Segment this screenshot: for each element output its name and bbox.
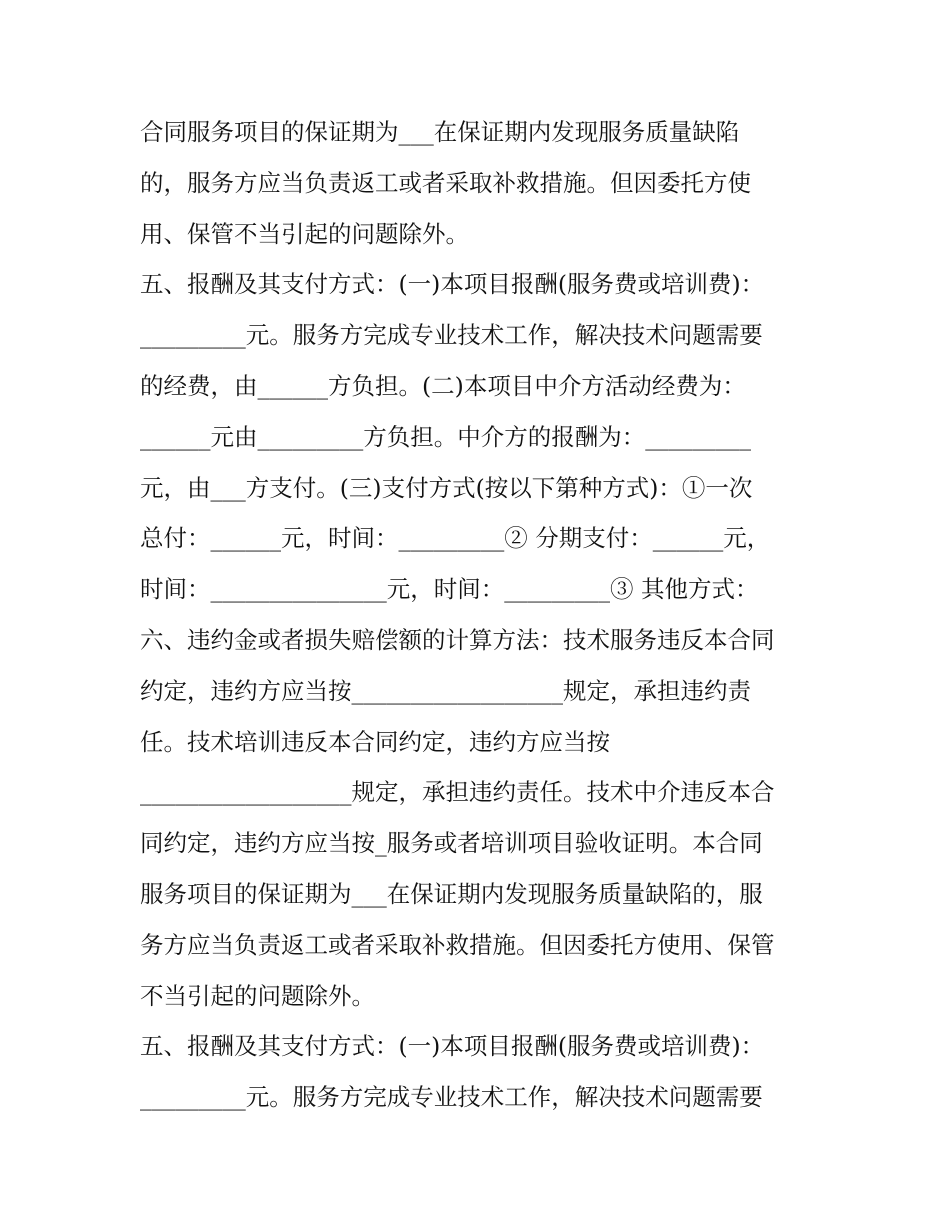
text-line: 务方应当负责返工或者采取补救措施。但因委托方使用、保管 [140,930,775,959]
text-line: ______元由_________方负担。中介方的报酬为：_________ [140,422,751,451]
text-line: 时间：_______________元，时间：_________③ 其他方式： [140,575,759,604]
text-line: 不当引起的问题除外。 [140,981,375,1010]
text-line: 约定，违约方应当按__________________规定，承担违约责 [140,676,751,705]
text-line: _________元。服务方完成专业技术工作，解决技术问题需要 [140,1083,763,1112]
text-line: _________元。服务方完成专业技术工作，解决技术问题需要 [140,321,763,350]
text-line: 任。技术培训违反本合同约定，违约方应当按 [140,727,610,756]
section-heading-line: 六、违约金或者损失赔偿额的计算方法：技术服务违反本合同 [140,625,775,654]
text-line: 合同服务项目的保证期为___在保证期内发现服务质量缺陷 [140,118,740,146]
text-line: 的经费，由______方负担。(二)本项目中介方活动经费为： [140,371,746,400]
section-heading-line: 五、报酬及其支付方式：(一)本项目报酬(服务费或培训费)： [140,1032,765,1061]
section-heading-line: 五、报酬及其支付方式：(一)本项目报酬(服务费或培训费)： [140,270,765,299]
text-line: 同约定，违约方应当按_服务或者培训项目验收证明。本合同 [140,829,763,858]
text-line: 的，服务方应当负责返工或者采取补救措施。但因委托方使 [140,168,751,197]
text-line: 元，由___方支付。(三)支付方式(按以下第种方式)：①一次 [140,473,753,502]
text-line: 总付：______元，时间：_________② 分期支付：______元， [140,524,771,553]
contract-text-block [140,107,830,1123]
text-line: 服务项目的保证期为___在保证期内发现服务质量缺陷的，服 [140,879,763,908]
text-line: 用、保管不当引起的问题除外。 [140,219,469,248]
text-line: __________________规定，承担违约责任。技术中介违反本合 [140,778,775,807]
